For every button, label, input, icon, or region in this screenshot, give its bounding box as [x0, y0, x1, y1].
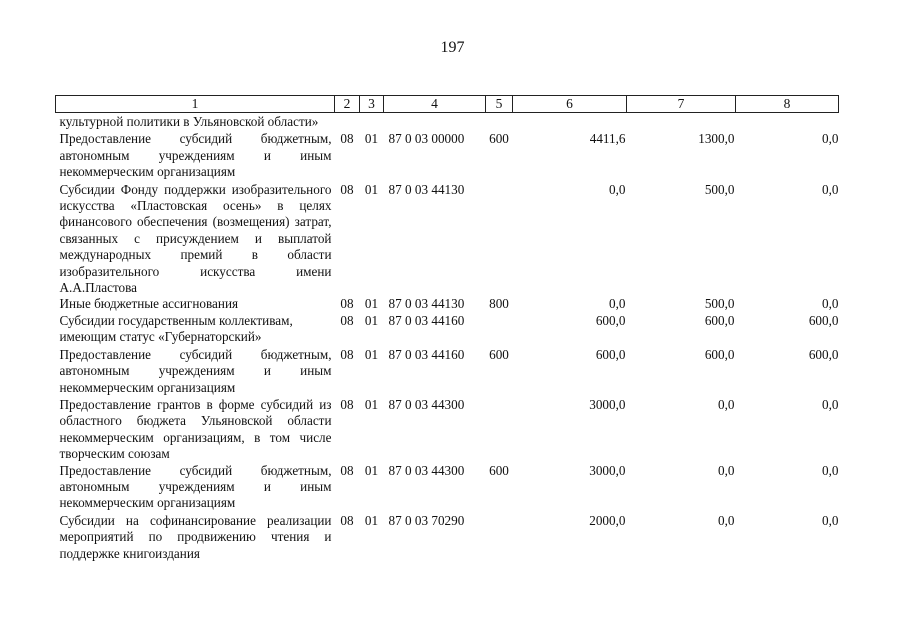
row-csr: 87 0 03 70290 [388, 512, 465, 528]
row-subsection: 01 [364, 512, 379, 528]
table-row [56, 512, 839, 562]
row-subsection: 01 [364, 296, 379, 312]
row-value-2: 0,0 [718, 512, 735, 528]
row-name: Предоставление субсидий бюджетным, автономным учреждениям и иным некоммерческим организациям [59, 131, 332, 180]
row-subsection: 01 [364, 181, 379, 197]
row-vr [486, 181, 513, 297]
row-value-3: 600,0 [808, 312, 839, 328]
table-row [56, 313, 839, 346]
row-value-2: 600,0 [704, 312, 735, 328]
row-value-3: 0,0 [822, 131, 839, 147]
row-section: 08 [340, 181, 354, 197]
row-value-2 [627, 113, 736, 131]
header-col-2: 2 [335, 96, 360, 113]
row-value-3: 0,0 [822, 462, 839, 478]
row-value-3: 0,0 [822, 512, 839, 528]
row-csr: 87 0 03 44130 [388, 181, 465, 197]
table-row [56, 181, 839, 297]
header-row [56, 96, 839, 113]
row-section: 08 [340, 312, 354, 328]
header-col-8: 8 [736, 96, 839, 113]
row-section: 08 [340, 131, 354, 147]
row-value-3: 0,0 [822, 396, 839, 412]
row-subsection: 01 [364, 131, 379, 147]
table-row [56, 346, 839, 396]
row-value-1: 2000,0 [589, 512, 626, 528]
row-value-1: 0,0 [609, 296, 626, 312]
header-col-5: 5 [486, 96, 513, 113]
row-section: 08 [340, 512, 354, 528]
row-name: Субсидии государственным коллективам, имеющим статус «Губернаторский» [59, 312, 293, 345]
row-value-3: 0,0 [822, 296, 839, 312]
row-vr: 600 [489, 131, 509, 147]
header-col-6: 6 [513, 96, 627, 113]
row-value-1: 600,0 [595, 312, 626, 328]
row-section: 08 [340, 396, 354, 412]
row-section [335, 113, 360, 131]
row-section: 08 [340, 296, 354, 312]
row-value-2: 600,0 [704, 346, 735, 362]
row-value-2: 500,0 [704, 181, 735, 197]
row-value-1: 3000,0 [589, 462, 626, 478]
header-col-7: 7 [627, 96, 736, 113]
header-col-4: 4 [384, 96, 486, 113]
budget-table [55, 95, 839, 562]
row-name: Субсидии на софинансирование реализации мероприятий по продвижению чтения и поддержке книгоиздания [59, 512, 332, 561]
row-vr [486, 113, 513, 131]
row-subsection: 01 [364, 462, 379, 478]
row-subsection: 01 [364, 346, 379, 362]
row-subsection: 01 [364, 312, 379, 328]
page-number: 197 [440, 39, 465, 56]
table-row [56, 113, 839, 131]
row-value-1: 600,0 [595, 346, 626, 362]
row-csr: 87 0 03 44160 [388, 346, 465, 362]
row-csr: 87 0 03 00000 [388, 131, 465, 147]
row-value-2: 0,0 [718, 462, 735, 478]
row-name: Предоставление субсидий бюджетным, автономным учреждениям и иным некоммерческим организациям [59, 462, 332, 511]
row-name: Предоставление грантов в форме субсидий из областного бюджета Ульяновской области некоммерческим организациям, в том числе творческим союзам [59, 396, 332, 462]
row-value-3: 600,0 [808, 346, 839, 362]
row-value-2: 500,0 [704, 296, 735, 312]
row-value-1: 3000,0 [589, 396, 626, 412]
row-value-1 [513, 113, 627, 131]
table-row [56, 130, 839, 180]
row-name: Предоставление субсидий бюджетным, автономным учреждениям и иным некоммерческим организациям [59, 346, 332, 395]
row-vr [486, 313, 513, 346]
row-section: 08 [340, 346, 354, 362]
row-value-3 [736, 113, 839, 131]
table-row [56, 396, 839, 463]
row-vr: 800 [489, 296, 509, 312]
row-csr: 87 0 03 44160 [388, 312, 465, 328]
header-col-1: 1 [56, 96, 335, 113]
table-row [56, 463, 839, 512]
row-subsection: 01 [364, 396, 379, 412]
row-name: культурной политики в Ульяновской области» [59, 114, 319, 129]
row-csr: 87 0 03 44130 [388, 296, 465, 312]
row-csr [384, 113, 486, 131]
table-body [56, 113, 839, 562]
row-value-1: 0,0 [609, 181, 626, 197]
header-col-3: 3 [360, 96, 384, 113]
row-vr [486, 512, 513, 562]
row-csr: 87 0 03 44300 [388, 396, 465, 412]
row-name: Иные бюджетные ассигнования [59, 296, 239, 312]
row-value-2: 1300,0 [698, 131, 735, 147]
row-subsection [360, 113, 384, 131]
row-vr: 600 [489, 346, 509, 362]
row-csr: 87 0 03 44300 [388, 462, 465, 478]
row-vr [486, 396, 513, 463]
row-value-3: 0,0 [822, 181, 839, 197]
row-value-1: 4411,6 [589, 131, 626, 147]
row-name: Субсидии Фонду поддержки изобразительного искусства «Пластовская осень» в целях финансового обеспечения (возмещения) затрат, связанных с присуждением и выплатой международных премий в области изобразительного искусства имени А.А.Пластова [59, 181, 332, 296]
table-header [56, 96, 839, 113]
table-row [56, 296, 839, 312]
row-section: 08 [340, 462, 354, 478]
row-vr: 600 [489, 462, 509, 478]
row-value-2: 0,0 [718, 396, 735, 412]
